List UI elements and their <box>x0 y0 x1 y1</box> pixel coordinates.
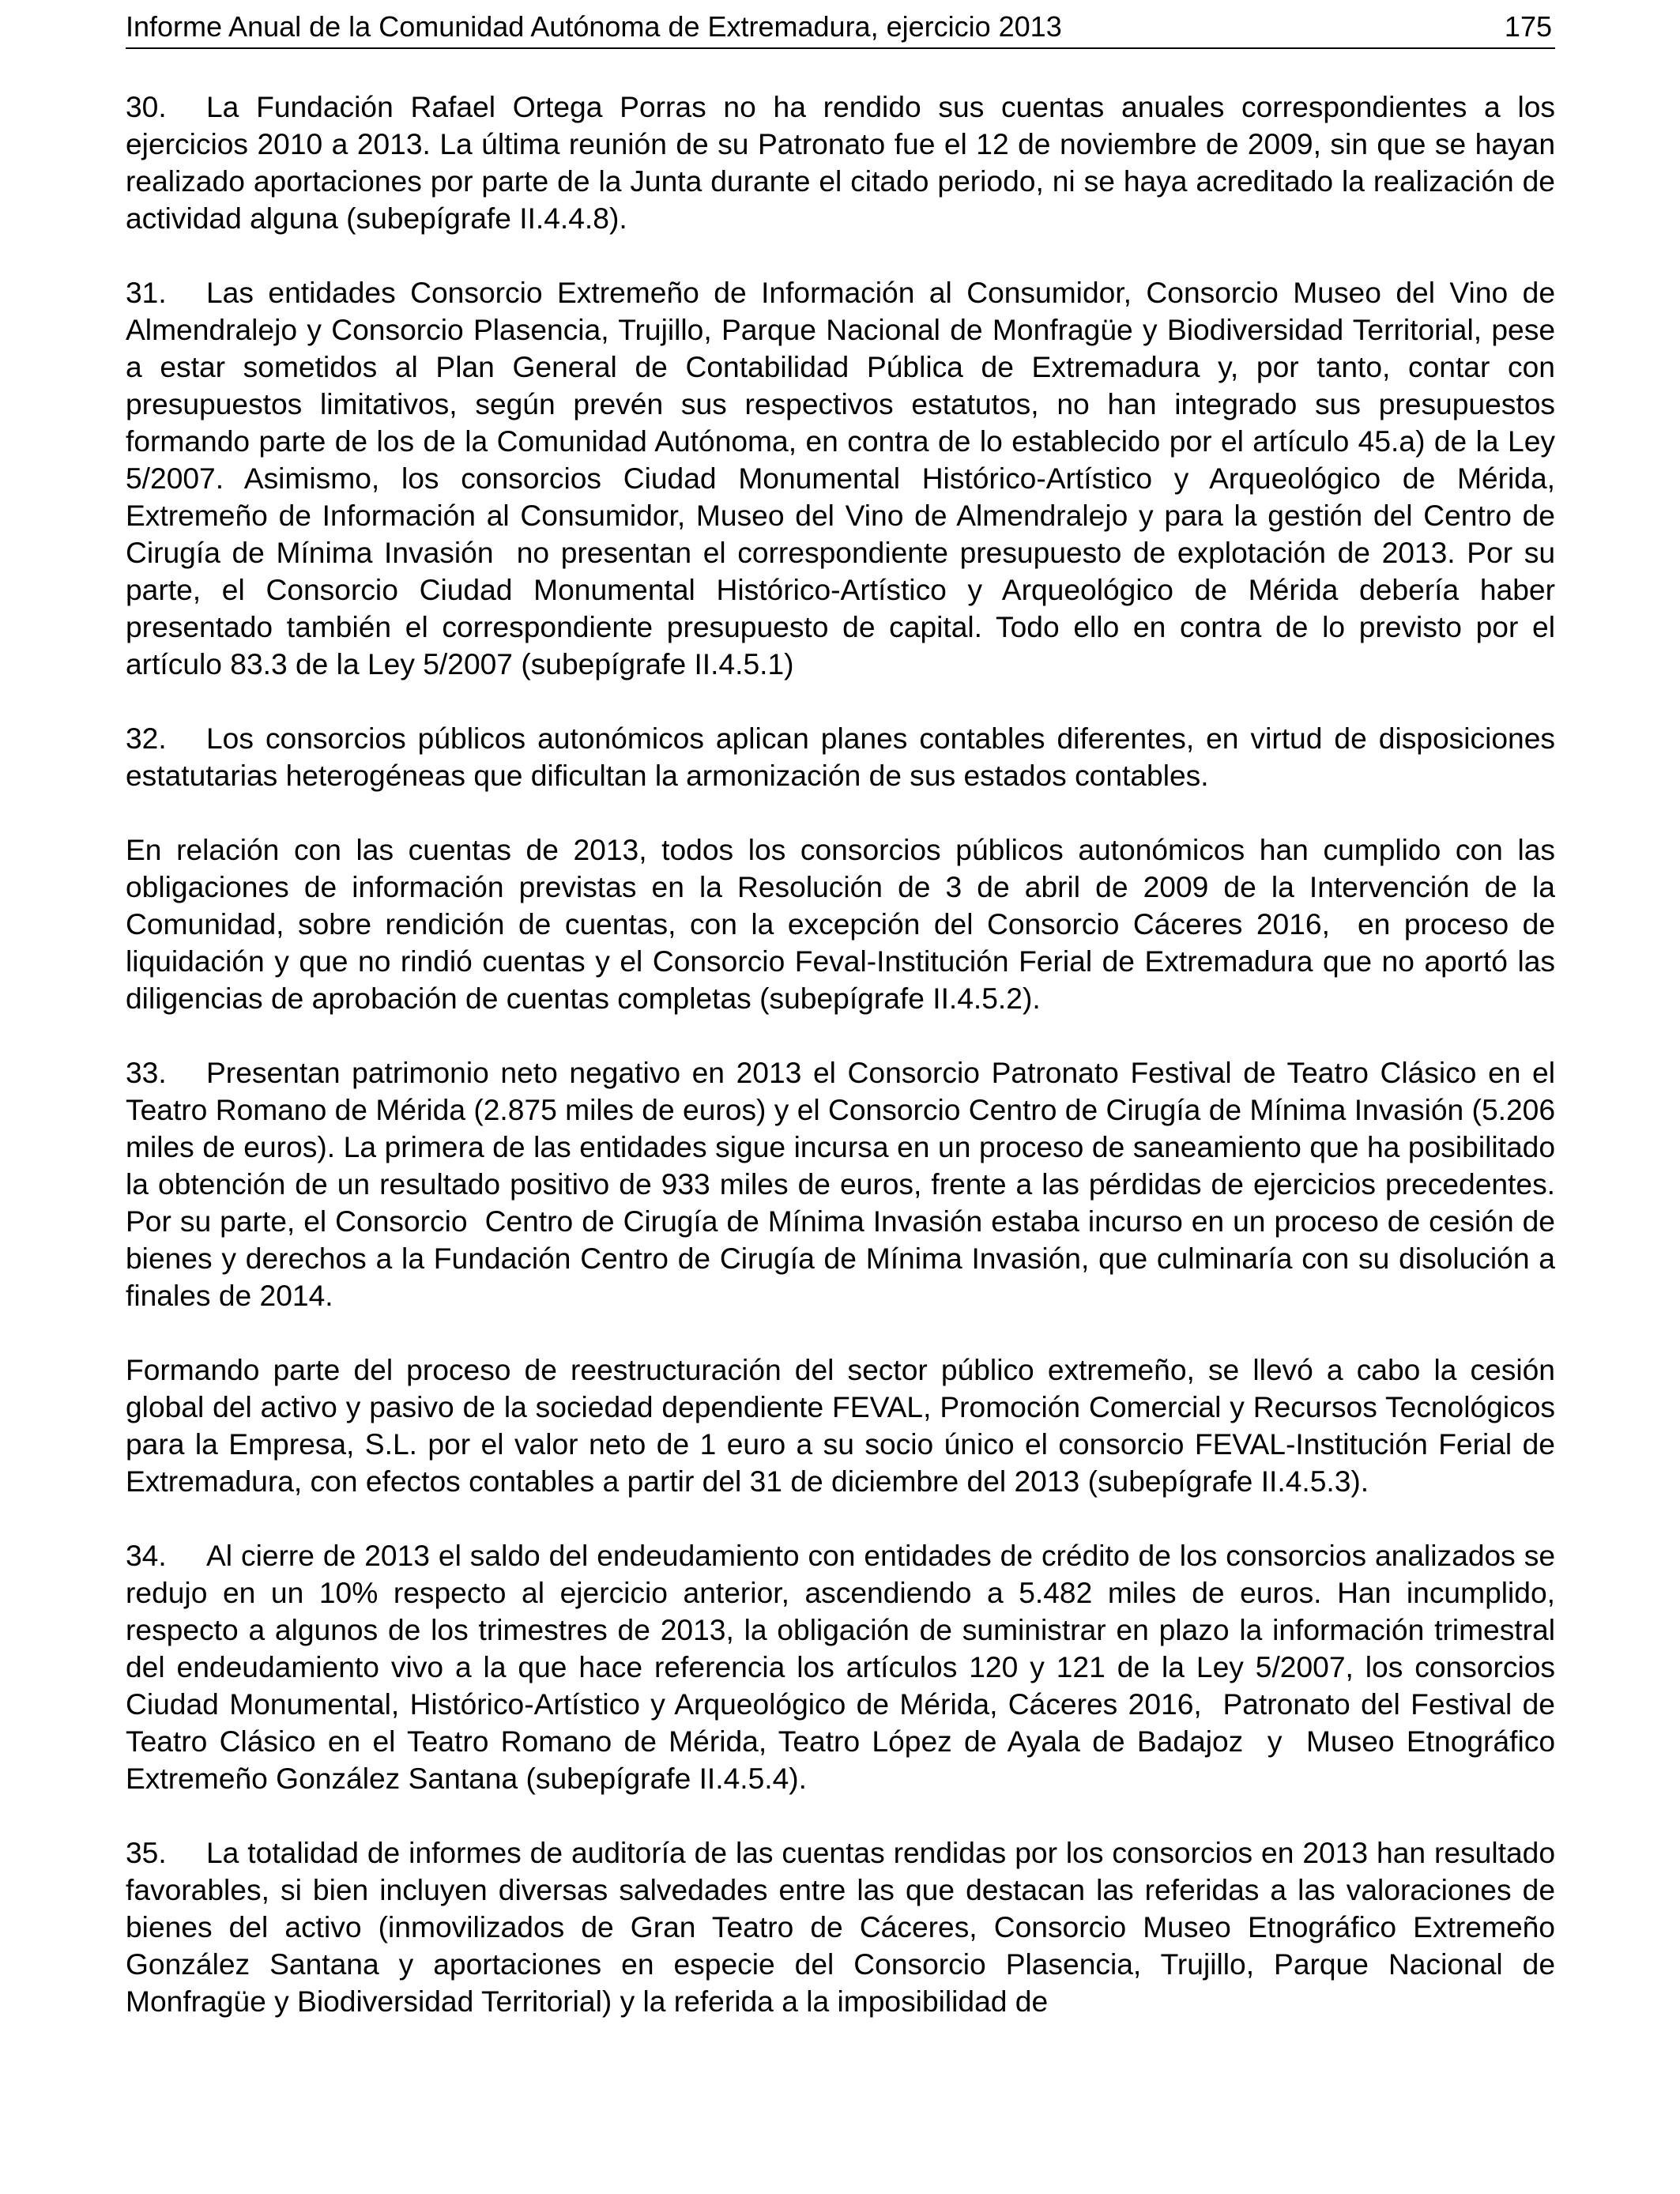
paragraph-34 <box>126 1537 1564 1797</box>
page-number: 175 <box>1504 10 1552 43</box>
paragraph-text: En relación con las cuentas de 2013, todos los consorcios públicos autonómicos han cumplido con las obligaciones de información previstas en la Resolución de 3 de abril de 2009 de la Intervención de la Comunidad, sobre rendición de cuentas, con la excepción del Consorcio Cáceres 2016, en proceso de liquidación y que no rindió cuentas y el Consorcio Feval-Institución Ferial de Extremadura que no aportó las diligencias de aprobación de cuentas completas (subepígrafe II.4.5.2). <box>126 833 1564 1015</box>
page-header <box>126 8 1555 49</box>
paragraph-33 <box>126 1054 1564 1314</box>
document-body <box>126 89 1564 2020</box>
running-title: Informe Anual de la Comunidad Autónoma de Extremadura, ejercicio 2013 <box>126 10 1062 43</box>
paragraph-number: 34. <box>126 1539 167 1572</box>
paragraph-text: Las entidades Consorcio Extremeño de Información al Consumidor, Consorcio Museo del Vino de Almendralejo y Consorcio Plasencia, Trujillo, Parque Nacional de Monfragüe y Biodiversidad Territorial, pese a estar sometidos al Plan General de Contabilidad Pública de Extremadura y, por tanto, contar con presupuestos limitativos, según prevén sus respectivos estatutos, no han integrado sus presupuestos formando parte de los de la Comunidad Autónoma, en contra de lo establecido por el artículo 45.a) de la Ley 5/2007. Asimismo, los consorcios Ciudad Monumental Histórico-Artístico y Arqueológico de Mérida, Extremeño de Información al Consumidor, Museo del Vino de Almendralejo y para la gestión del Centro de Cirugía de Mínima Invasión no presentan el correspondiente presupuesto de explotación de 2013. Por su parte, el Consorcio Ciudad Monumental Histórico-Artístico y Arqueológico de Mérida debería haber presentado también el correspondiente presupuesto de capital. Todo ello en contra de lo previsto por el artículo 83.3 de la Ley 5/2007 (subepígrafe II.4.5.1) <box>126 276 1564 680</box>
paragraph-text: Los consorcios públicos autonómicos aplican planes contables diferentes, en virtud de disposiciones estatutarias heterogéneas que dificultan la armonización de sus estados contables. <box>126 722 1564 792</box>
paragraph-text: La totalidad de informes de auditoría de las cuentas rendidas por los consorcios en 2013 han resultado favorables, si bien incluyen diversas salvedades entre las que destacan las referidas a las valoraciones de bienes del activo (inmovilizados de Gran Teatro de Cáceres, Consorcio Museo Etnográfico Extremeño González Santana y aportaciones en especie del Consorcio Plasencia, Trujillo, Parque Nacional de Monfragüe y Biodiversidad Territorial) y la referida a la imposibilidad de <box>126 1836 1564 2018</box>
paragraph-text: Presentan patrimonio neto negativo en 2013 el Consorcio Patronato Festival de Teatro Clásico en el Teatro Romano de Mérida (2.875 miles de euros) y el Consorcio Centro de Cirugía de Mínima Invasión (5.206 miles de euros). La primera de las entidades sigue incursa en un proceso de saneamiento que ha posibilitado la obtención de un resultado positivo de 933 miles de euros, frente a las pérdidas de ejercicios precedentes. Por su parte, el Consorcio Centro de Cirugía de Mínima Invasión estaba incurso en un proceso de cesión de bienes y derechos a la Fundación Centro de Cirugía de Mínima Invasión, que culminaría con su disolución a finales de 2014. <box>126 1056 1564 1312</box>
paragraph-text: Formando parte del proceso de reestructuración del sector público extremeño, se llevó a cabo la cesión global del activo y pasivo de la sociedad dependiente FEVAL, Promoción Comercial y Recursos Tecnológicos para la Empresa, S.L. por el valor neto de 1 euro a su socio único el consorcio FEVAL-Institución Ferial de Extremadura, con efectos contables a partir del 31 de diciembre del 2013 (subepígrafe II.4.5.3). <box>126 1353 1564 1498</box>
paragraph-31 <box>126 274 1564 683</box>
paragraph-number: 32. <box>126 722 167 755</box>
paragraph-number: 30. <box>126 90 167 123</box>
paragraph-32 <box>126 720 1564 794</box>
paragraph-text: La Fundación Rafael Ortega Porras no ha rendido sus cuentas anuales correspondientes a los ejercicios 2010 a 2013. La última reunión de su Patronato fue el 12 de noviembre de 2009, sin que se hayan realizado aportaciones por parte de la Junta durante el citado periodo, ni se haya acreditado la realización de actividad alguna (subepígrafe II.4.4.8). <box>126 90 1564 235</box>
paragraph-35 <box>126 1834 1564 2020</box>
paragraph-33-continued <box>126 1351 1564 1500</box>
paragraph-number: 33. <box>126 1056 167 1089</box>
paragraph-number: 35. <box>126 1836 167 1869</box>
paragraph-text: Al cierre de 2013 el saldo del endeudamiento con entidades de crédito de los consorcios analizados se redujo en un 10% respecto al ejercicio anterior, ascendiendo a 5.482 miles de euros. Han incumplido, respecto a algunos de los trimestres de 2013, la obligación de suministrar en plazo la información trimestral del endeudamiento vivo a la que hace referencia los artículos 120 y 121 de la Ley 5/2007, los consorcios Ciudad Monumental, Histórico-Artístico y Arqueológico de Mérida, Cáceres 2016, Patronato del Festival de Teatro Clásico en el Teatro Romano de Mérida, Teatro López de Ayala de Badajoz y Museo Etnográfico Extremeño González Santana (subepígrafe II.4.5.4). <box>126 1539 1564 1795</box>
paragraph-32-continued <box>126 831 1564 1017</box>
paragraph-number: 31. <box>126 276 167 309</box>
paragraph-30 <box>126 89 1564 237</box>
